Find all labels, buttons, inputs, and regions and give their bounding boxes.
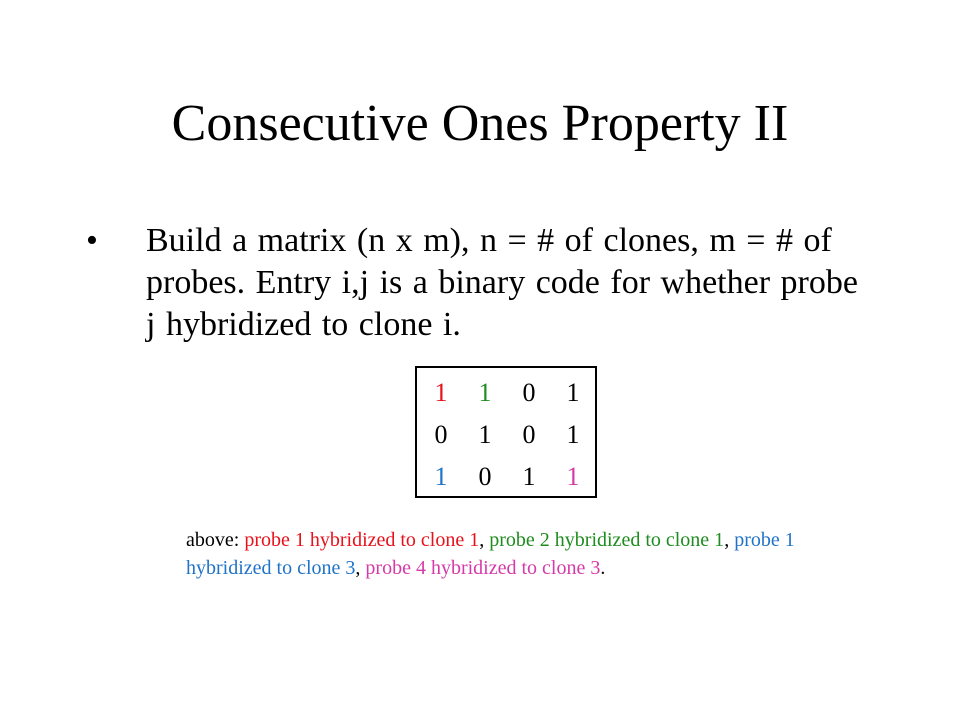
caption-suffix: . (600, 557, 606, 579)
caption-probe1-clone3: probe 1 hybridized to clone 3 (186, 529, 795, 579)
bullet-text: Build a matrix (n x m), n = # of clones, m = # of probes. Entry i,j is a binary code for whether probe j hybridized to clone i. (146, 222, 858, 343)
matrix-cell: 0 (434, 420, 448, 449)
matrix-row-3 (419, 456, 595, 498)
matrix-cell: 1 (434, 462, 448, 491)
caption-separator: , (724, 529, 735, 551)
matrix-cell: 1 (566, 420, 580, 449)
matrix-cell: 1 (478, 420, 492, 449)
matrix-cell: 0 (522, 420, 536, 449)
matrix-cell: 1 (566, 462, 580, 491)
caption-prefix: above: (186, 529, 245, 551)
caption-separator: , (479, 529, 490, 551)
binary-matrix (415, 366, 597, 498)
caption-probe1-clone1: probe 1 hybridized to clone 1 (244, 529, 480, 551)
matrix-cell: 1 (434, 378, 448, 407)
matrix-row-1 (419, 372, 595, 414)
matrix-cell: 1 (478, 378, 492, 407)
matrix-cell: 0 (522, 378, 536, 407)
matrix-cell: 0 (478, 462, 492, 491)
caption-separator: , (355, 557, 366, 579)
slide-title: Consecutive Ones Property II (171, 95, 789, 152)
matrix-cell: 1 (566, 378, 580, 407)
matrix-caption (186, 526, 866, 582)
matrix-row-2 (419, 414, 595, 456)
caption-probe4-clone3: probe 4 hybridized to clone 3 (365, 557, 601, 579)
bullet-marker: • (86, 222, 98, 259)
matrix-cell: 1 (522, 462, 536, 491)
caption-probe2-clone1: probe 2 hybridized to clone 1 (489, 529, 725, 551)
